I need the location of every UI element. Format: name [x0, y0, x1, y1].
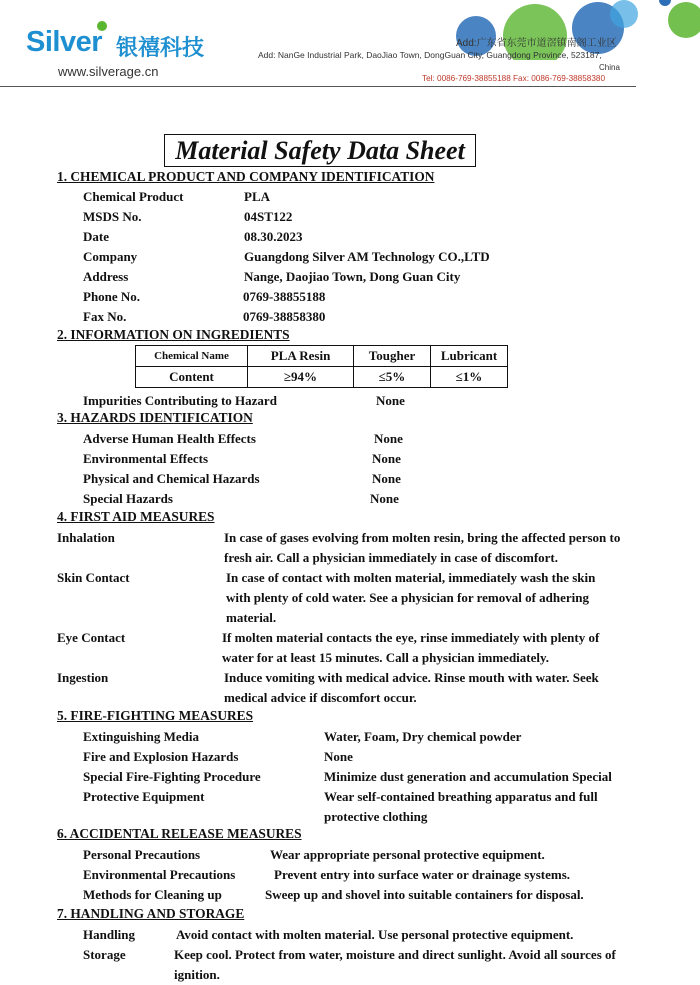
row-value: Guangdong Silver AM Technology CO.,LTD — [244, 249, 490, 264]
row-label: Address — [83, 269, 129, 284]
row-value: Wear appropriate personal protective equipment. — [270, 847, 545, 862]
row-value: 04ST122 — [244, 209, 293, 224]
table-row — [136, 367, 508, 388]
row-value: Wear self-contained breathing apparatus and full protective clothing — [324, 789, 598, 824]
row-label: Skin Contact — [57, 570, 130, 585]
row-label: Fire and Explosion Hazards — [83, 749, 239, 764]
logo-chinese: 银禧科技 — [116, 35, 205, 60]
row-label: Adverse Human Health Effects — [83, 431, 256, 446]
impurities-value: None — [376, 393, 405, 408]
row-label: Physical and Chemical Hazards — [83, 471, 260, 486]
row-value: Nange, Daojiao Town, Dong Guan City — [244, 269, 461, 284]
row-value: None — [370, 491, 399, 506]
table-header-row — [136, 346, 508, 367]
row-value: None — [372, 471, 401, 486]
website-link[interactable]: www.silverage.cn — [58, 64, 159, 79]
row-label: Inhalation — [57, 530, 115, 545]
row-value: Avoid contact with molten material. Use personal protective equipment. — [176, 927, 574, 942]
row-value: If molten material contacts the eye, rinse immediately with plenty of water for at least 15 minutes. Call a physician immediately. — [222, 630, 600, 665]
row-label: Fax No. — [83, 309, 127, 324]
section-1-heading: 1. CHEMICAL PRODUCT AND COMPANY IDENTIFICATION — [57, 169, 435, 184]
row-label: Environmental Effects — [83, 451, 209, 466]
row-value: Keep cool. Protect from water, moisture and direct sunlight. Avoid all sources of ignition. — [174, 947, 616, 982]
row-value: 08.30.2023 — [244, 229, 303, 244]
section-5-heading: 5. FIRE-FIGHTING MEASURES — [57, 708, 254, 723]
contact-line: Tel: 0086-769-38855188 Fax: 0086-769-38858380 — [422, 74, 605, 83]
table-cell: ≤5% — [354, 367, 431, 388]
row-label: Extinguishing Media — [83, 729, 199, 744]
row-value: In case of gases evolving from molten resin, bring the affected person to fresh air. Call a physician immediately in case of discomfort. — [224, 530, 621, 565]
section-6-heading: 6. ACCIDENTAL RELEASE MEASURES — [57, 826, 302, 841]
address-country: China — [599, 63, 620, 72]
row-value: None — [324, 749, 353, 764]
document-title: Material Safety Data Sheet — [164, 134, 476, 167]
row-value: Prevent entry into surface water or drainage systems. — [274, 867, 571, 882]
row-label: Personal Precautions — [83, 847, 201, 862]
row-label: Ingestion — [57, 670, 109, 685]
table-header-cell: Chemical Name — [136, 346, 248, 367]
row-label: Chemical Product — [83, 189, 184, 204]
row-label: Handling — [83, 927, 136, 942]
row-value: In case of contact with molten material, immediately wash the skin with plenty of cold water. See a physician for removal of adhering material. — [226, 570, 596, 625]
row-label: Special Hazards — [83, 491, 173, 506]
address-chinese: Add:广东省东莞市道滘镇南阁工业区 — [456, 38, 617, 49]
row-value: 0769-38858380 — [243, 309, 326, 324]
table-cell: ≥94% — [248, 367, 354, 388]
header-divider — [0, 86, 636, 87]
ingredients-table — [135, 345, 508, 388]
row-value: None — [374, 431, 403, 446]
row-label: Methods for Cleaning up — [83, 887, 222, 902]
row-value: 0769-38855188 — [243, 289, 326, 304]
green-circle-right — [668, 2, 700, 38]
impurities-label: Impurities Contributing to Hazard — [83, 393, 277, 408]
row-label: MSDS No. — [83, 209, 142, 224]
row-label: Phone No. — [83, 289, 141, 304]
table-header-cell: Tougher — [354, 346, 431, 367]
row-value: Minimize dust generation and accumulation Special — [324, 769, 612, 784]
row-label: Storage — [83, 947, 126, 962]
row-label: Special Fire-Fighting Procedure — [83, 769, 261, 784]
table-cell: Content — [136, 367, 248, 388]
row-value: Sweep up and shovel into suitable containers for disposal. — [265, 887, 584, 902]
table-header-cell: Lubricant — [431, 346, 508, 367]
section-3-heading: 3. HAZARDS IDENTIFICATION — [57, 410, 253, 425]
row-value: Water, Foam, Dry chemical powder — [324, 729, 522, 744]
light-blue-circle — [610, 0, 638, 28]
section-7-heading: 7. HANDLING AND STORAGE — [57, 906, 245, 921]
row-value: PLA — [244, 189, 270, 204]
row-label: Eye Contact — [57, 630, 126, 645]
table-cell: ≤1% — [431, 367, 508, 388]
blue-dot — [659, 0, 671, 6]
logo-word: Silver — [26, 26, 102, 58]
section-2-heading: 2. INFORMATION ON INGREDIENTS — [57, 327, 290, 342]
row-label: Company — [83, 249, 138, 264]
row-label: Protective Equipment — [83, 789, 205, 804]
table-header-cell: PLA Resin — [248, 346, 354, 367]
section-4-heading: 4. FIRST AID MEASURES — [57, 509, 215, 524]
address-english: Add: NanGe Industrial Park, DaoJiao Town, DongGuan City, Guangdong Province, 523187, — [258, 50, 602, 60]
row-value: None — [372, 451, 401, 466]
row-label: Date — [83, 229, 109, 244]
row-value: Induce vomiting with medical advice. Rinse mouth with water. Seek medical advice if discomfort occur. — [224, 670, 599, 705]
row-label: Environmental Precautions — [83, 867, 236, 882]
